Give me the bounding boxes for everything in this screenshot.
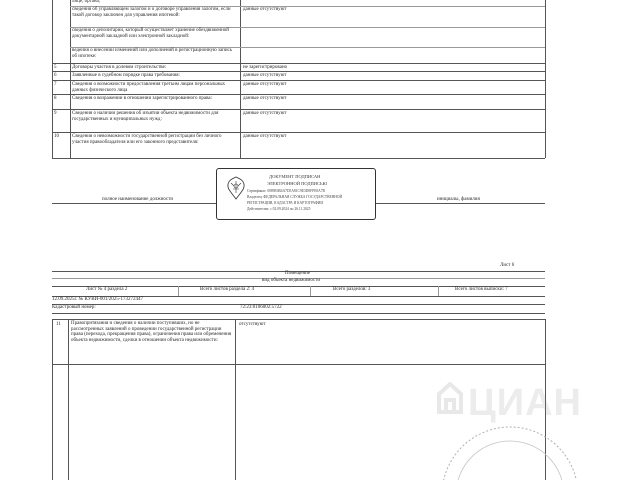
object-type-caption: вид объекта недвижимости [262,278,321,283]
row-number: 11 [56,322,61,327]
row-number: 5 [54,65,57,70]
sheet-number: Лист 6 [500,263,515,268]
row-value: данные отсутствуют [243,7,287,12]
row-text: Сведения о наличии решения об изъятии объекта недвижимости для государственных и муниципальных нужд: [72,111,219,122]
row-text: Сведения о возражении в отношении зарегистрированного права: [72,96,213,101]
row-value: данные отсутствуют [243,134,287,139]
row-value: не зарегистрировано [243,65,288,70]
section-sheet-info: Лист № 4 раздела 2 [86,287,128,292]
stamp-title: ДОКУМЕНТ ПОДПИСАН [269,174,321,179]
row-text: Заявленные в судебном порядке права требования: [72,73,180,78]
row-number: 7 [54,82,57,87]
stamp-owner: Владелец: ФЕДЕРАЛЬНАЯ СЛУЖБА ГОСУДАРСТВЕННОЙ [247,195,343,199]
stamp-certificate: Сертификат: 0089E6B4A7D5A81C9E3D0FFE8A7B [247,189,325,193]
row-value: данные отсутствуют [243,111,287,116]
row-text: Сведения о возможности предоставления третьим лицам персональных данных физического лица [72,82,226,93]
row-text: Договоры участия в долевом строительстве: [72,65,167,70]
name-label: инициалы, фамилия [437,197,480,202]
row-number: 6 [54,73,57,78]
row-number: 9 [54,111,57,116]
row-text: Сведения о невозможности государственной регистрации без личного участия правообладателя или его законного представителя: [72,134,222,145]
claims-value: отсутствуют [239,322,266,327]
row-value: данные отсутствуют [243,73,287,78]
coat-of-arms-icon [225,175,247,201]
row-text: сведения о депозитарии, который осуществляет хранение обездвиженной документарной закладной или электронной закладной: [72,28,229,39]
row-text: сведения об управляющем залогом и о договоре управления залогом, если такой договор заключен для управления ипотекой: [72,7,231,18]
cadastral-number: 72:23:0106002:5722 [240,305,282,310]
row-text: лице, органа; [72,0,101,4]
row-text: ведения о внесении изменений или дополнений в регистрационную запись об ипотеке: [72,48,233,59]
cadastral-label: Кадастровый номер: [52,305,96,310]
position-label: полное наименование должности [102,197,174,202]
stamp-validity: Действителен: с 02.09.2024 по 26.11.2025 [247,207,311,211]
section-total-sheets: Всего листов раздела 2: 4 [200,287,255,292]
statement-date-number: 12.09.2025г. № КУВИ-001/2025-173272447 [52,297,143,302]
row-value: данные отсутствуют [243,96,287,101]
object-type: Помещение [285,271,311,276]
electronic-signature-stamp [216,168,376,220]
stamp-owner-cont: РЕГИСТРАЦИИ, КАДАСТРА И КАРТОГРАФИИ [247,201,323,205]
total-sections: Всего разделов: 3 [333,287,371,292]
row-value: данные отсутствуют [243,82,287,87]
claims-description: Правопритязания и сведения о наличии поступивших, но не рассмотренных заявлений о проведении государственной регистрации права (перехода, прекращения права), ограничения права или обременения объекта недвижимости, сделки в отношении объекта недвижимости: [71,321,232,343]
row-number: 10 [54,134,59,139]
row-number: 8 [54,96,57,101]
total-statement-sheets: Всего листов выписки: 7 [455,287,508,292]
stamp-subtitle: ЭЛЕКТРОННОЙ ПОДПИСЬЮ [267,181,328,186]
cian-watermark: ЦИАН [468,382,582,424]
cian-house-icon [437,382,463,414]
